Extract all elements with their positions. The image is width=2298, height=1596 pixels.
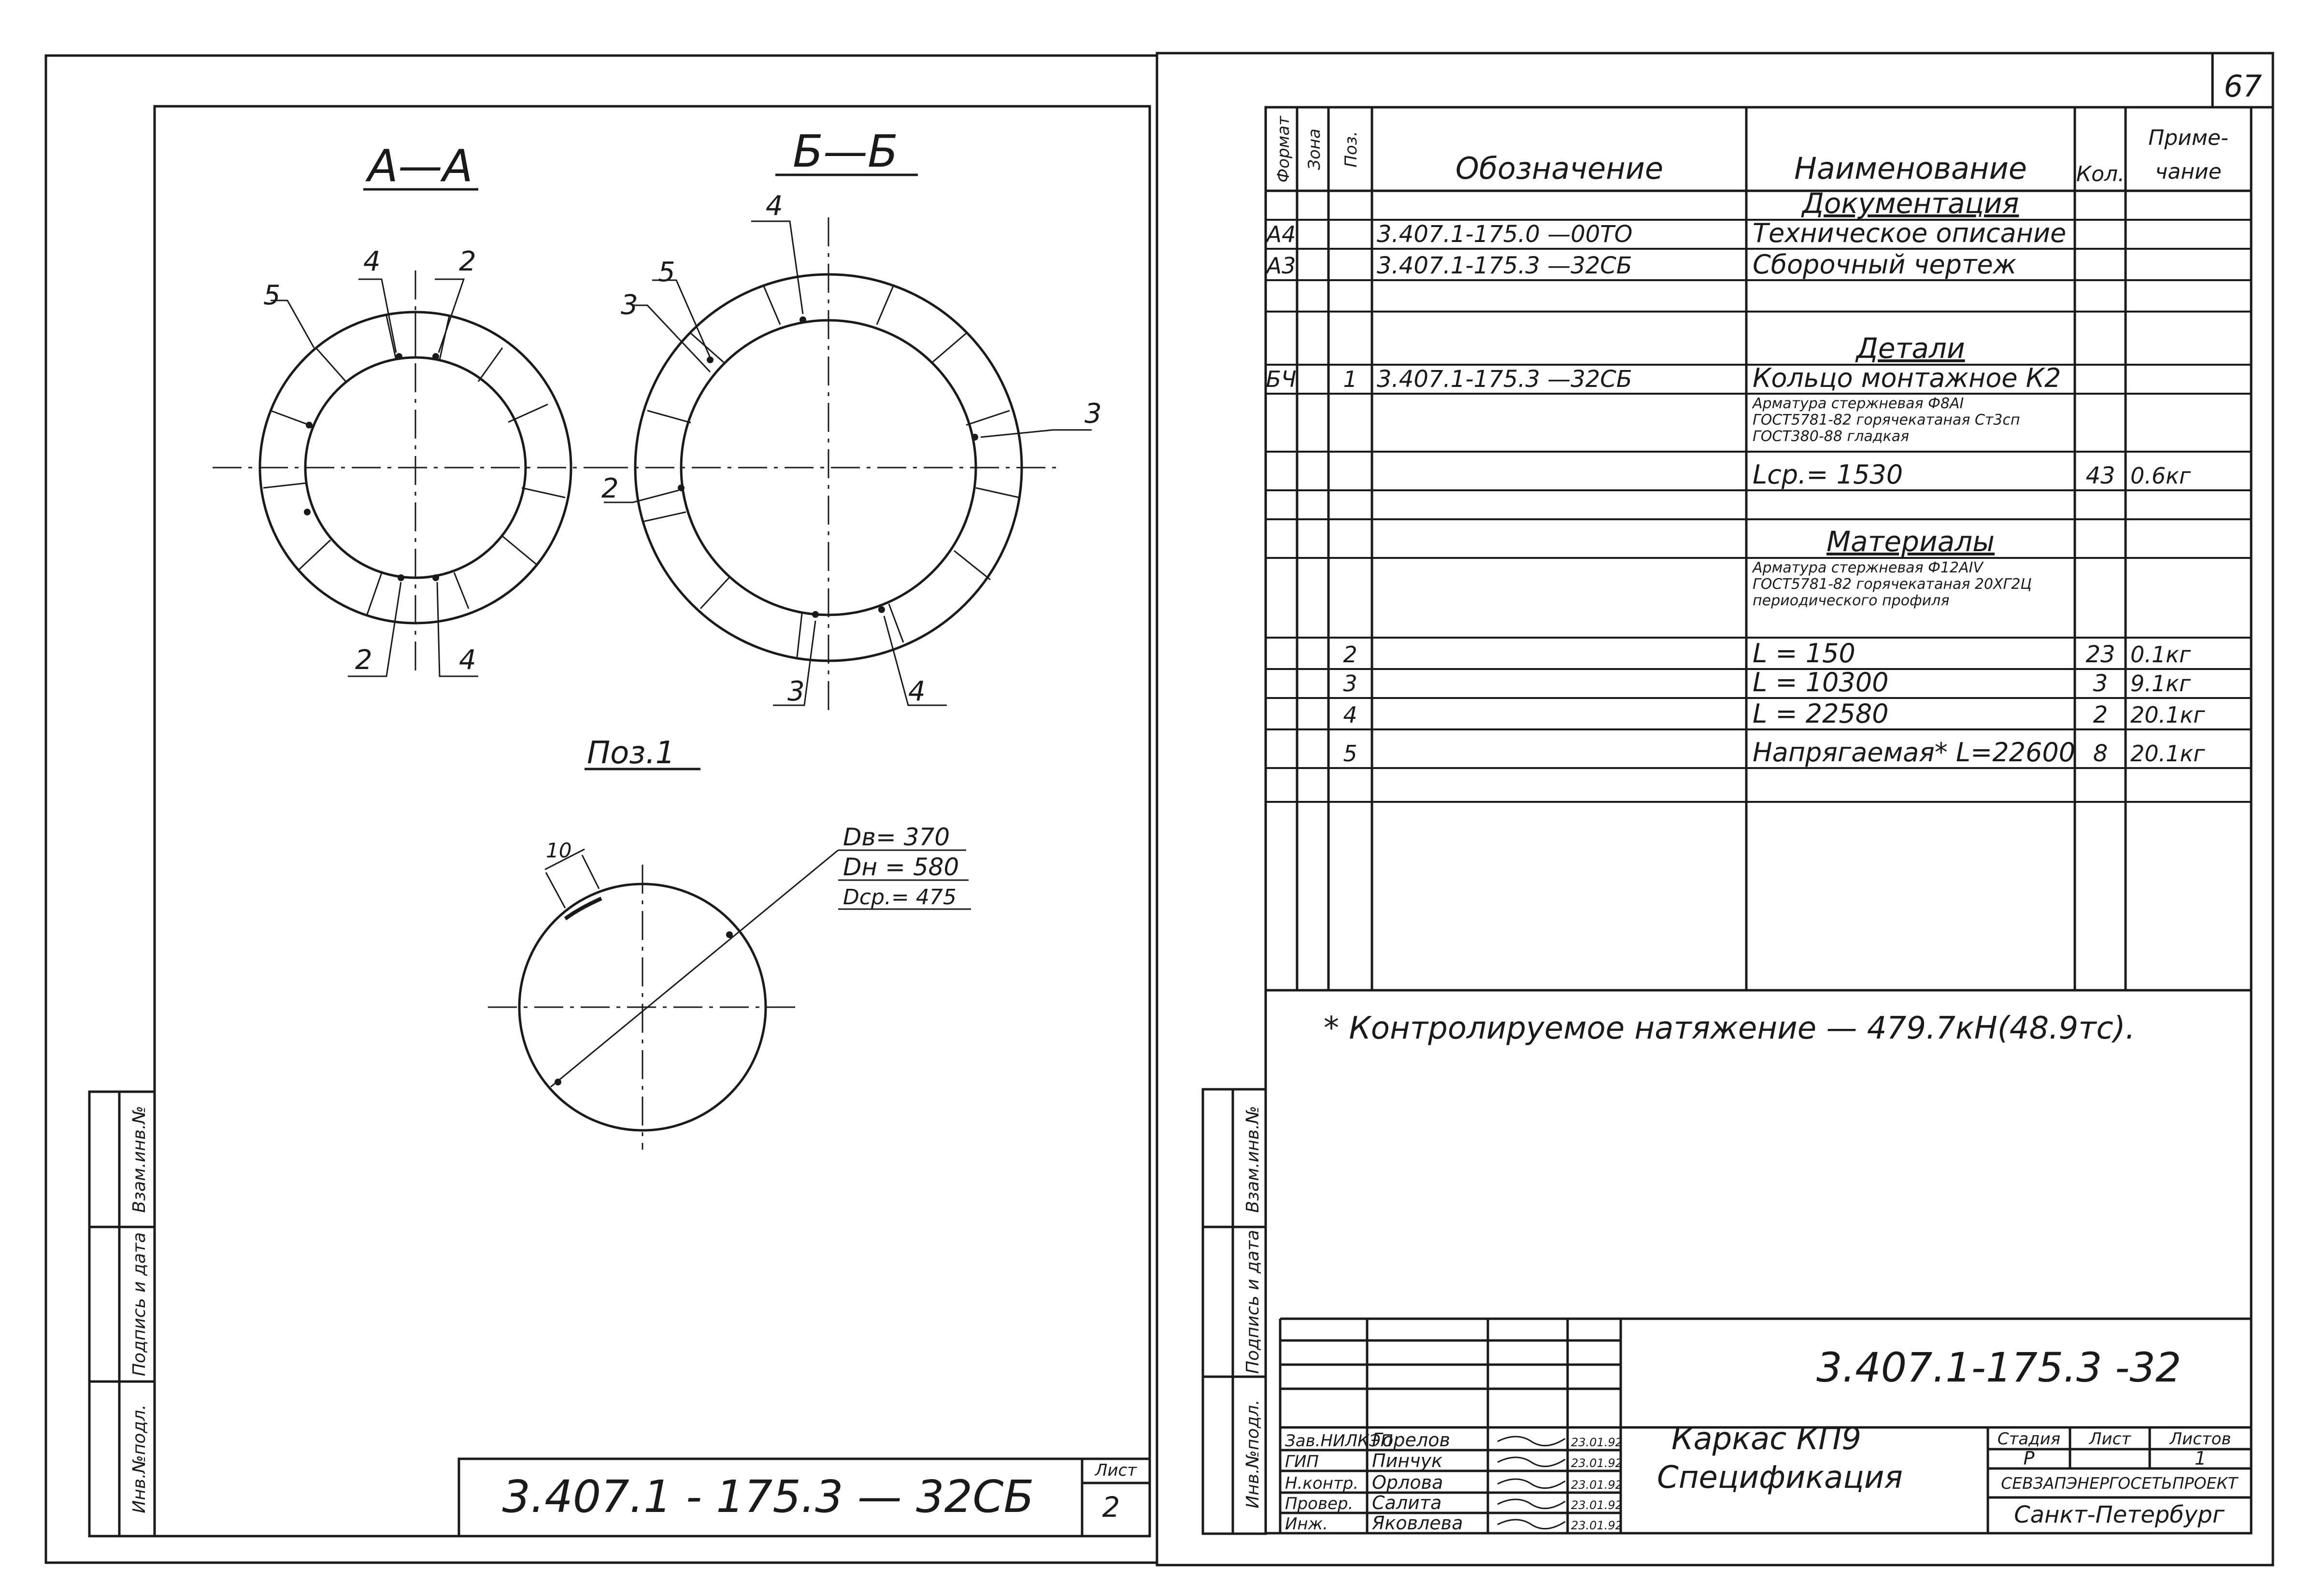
tb-sheets-label: Листов [2170,1429,2231,1449]
spec-qty: 2 [2093,701,2108,728]
spec-designation: 3.407.1-175.0 —00ТО [1377,221,1633,248]
page-number: 67 [2224,69,2262,104]
tb-signer-row [1285,1429,1623,1451]
spec-name: Сборочный чертеж [1753,249,2017,280]
section-aa-drawing [213,189,618,676]
spec-row [1265,249,2017,280]
d-avg: Dср.= 475 [843,885,956,910]
spec-footnote: * Контролируемое натяжение — 479.7кН(48.9тс). [1324,1011,2135,1046]
section-bb-drawing [599,175,1092,715]
header-note-2: чание [2155,159,2222,184]
spec-note: 20.1кг [2130,702,2205,728]
signature-icon [1498,1479,1565,1488]
spec-row [1343,667,2191,698]
signature-icon [1498,1457,1565,1467]
pos1-title: Поз.1 [587,735,675,771]
spec-note: 0.1кг [2130,641,2191,668]
tb-signer-name: Яковлева [1372,1512,1463,1534]
callout-bb-5: 5 [658,256,675,288]
tb-stage: Р [2023,1448,2035,1469]
spec-row [1827,525,1995,558]
left-side-inv-podl: Инв.№подл. [129,1404,149,1513]
tb-signer-role: Н.контр. [1285,1474,1359,1493]
spec-format: А3 [1266,253,1296,279]
spec-pos: 2 [1343,641,1357,668]
left-stamp-code: 3.407.1 - 175.3 — 32СБ [502,1471,1034,1523]
spec-pos: 1 [1343,366,1357,392]
spec-section-title: Документация [1802,187,2019,220]
tb-signer-role: Зав.НИЛКЭП [1285,1431,1393,1451]
callout-aa-2b: 2 [355,644,372,676]
spec-name: Lср.= 1530 [1753,459,1903,490]
header-format: Формат [1274,116,1293,183]
tb-signer-role: Инж. [1285,1514,1328,1534]
tb-signer-name: Салита [1372,1492,1442,1513]
spec-row [1266,363,2061,393]
spec-row [1855,332,1965,365]
header-pos: Поз. [1342,131,1361,168]
callout-aa-2: 2 [459,246,476,277]
tb-signer-role: ГИП [1285,1452,1319,1471]
callout-bb-3b: 3 [1085,398,1102,429]
left-side-podpis: Подпись и дата [129,1232,149,1377]
tb-signer-date: 23.01.92 [1571,1519,1623,1532]
spec-qty: 23 [2085,641,2115,668]
spec-name: L = 22580 [1753,698,1889,729]
right-side-inv-podl: Инв.№подл. [1243,1399,1263,1509]
tb-signer-date: 23.01.92 [1571,1436,1623,1449]
header-name: Наименование [1794,151,2027,186]
spec-pos: 3 [1343,670,1357,697]
tb-signer-date: 23.01.92 [1571,1456,1623,1470]
callouts-bb [601,190,1102,707]
callout-bb-3c: 3 [787,676,805,707]
callout-bb-3: 3 [621,289,638,321]
callout-aa-4b: 4 [459,644,476,676]
tb-code: 3.407.1-175.3 -32 [1816,1344,2182,1391]
left-stamp-sheet-label: Лист [1095,1461,1137,1480]
tb-signers [1285,1429,1623,1534]
spec-name: L = 10300 [1753,667,1889,698]
tb-signer-row [1285,1512,1623,1534]
spec-row [1752,559,2032,609]
tb-signer-name: Пинчук [1372,1450,1443,1471]
header-qty: Кол. [2076,162,2125,186]
tb-title-2: Спецификация [1657,1460,1903,1496]
spec-row [1343,638,2191,669]
right-side-podpis: Подпись и дата [1243,1229,1263,1374]
right-side-inv-zam: Взам.инв.№ [1243,1106,1263,1213]
signature-icon [1498,1520,1565,1529]
left-side-inv-zam: Взам.инв.№ [129,1106,149,1213]
spec-section-title: Детали [1856,332,1965,365]
tb-sheets: 1 [2194,1448,2207,1469]
tb-signer-role: Провер. [1285,1494,1354,1513]
d-inner: Dв= 370 [843,823,950,851]
spec-pos: 4 [1343,702,1357,728]
spec-name: Техническое описание [1753,218,2067,248]
left-stamp-sheet-no: 2 [1102,1491,1120,1524]
spec-name: Арматура стержневая Ф8АI ГОСТ5781-82 горячекатаная Ст3сп ГОСТ380-88 гладкая [1753,395,2020,445]
spec-section-title: Материалы [1827,525,1995,558]
spec-rows [1265,187,2206,768]
spec-name: Напрягаемая* L=22600 [1753,737,2076,768]
tb-signer-row [1285,1450,1623,1471]
callouts-aa [263,246,476,676]
section-bb-title: Б—Б [792,126,899,177]
spec-row [1801,187,2019,220]
tb-org: СЕВЗАПЭНЕРГОСЕТЬПРОЕКТ [2001,1474,2238,1493]
header-zone: Зона [1305,128,1324,170]
spec-qty: 3 [2093,670,2108,697]
spec-name: Кольцо монтажное К2 [1753,363,2061,393]
spec-note: 9.1кг [2130,670,2191,697]
callout-bb-2: 2 [601,473,619,504]
spec-designation: 3.407.1-175.3 —32СБ [1377,252,1632,279]
spec-name: Арматура стержневая Ф12АIV ГОСТ5781-82 горячекатаная 20ХГ2Ц периодического профиля [1753,559,2032,609]
spec-note: 0.6кг [2130,463,2191,489]
tb-signer-name: Орлова [1372,1472,1443,1493]
tb-signer-date: 23.01.92 [1571,1478,1623,1492]
tb-stage-label: Стадия [1997,1429,2061,1449]
dim-10: 10 [546,839,572,862]
spec-name: L = 150 [1753,638,1856,669]
spec-pos: 5 [1343,741,1357,767]
tb-city: Санкт-Петербург [2014,1501,2225,1528]
callout-aa-5: 5 [263,280,281,311]
signature-icon [1498,1499,1565,1509]
left-sheet-border [46,56,1157,1563]
spec-qty: 8 [2093,740,2108,767]
spec-row [1265,218,2067,248]
left-inner-frame [155,106,1150,1536]
signature-icon [1498,1437,1565,1446]
tb-signer-date: 23.01.92 [1571,1498,1623,1512]
tb-signer-row [1285,1472,1623,1493]
header-note-1: Приме- [2148,126,2228,150]
spec-row [1752,395,2020,445]
spec-note: 20.1кг [2130,741,2205,767]
d-outer: Dн = 580 [843,853,959,881]
callout-aa-4: 4 [363,246,381,277]
tb-title-1: Каркас КП9 [1671,1421,1861,1457]
spec-format: БЧ [1266,366,1297,392]
spec-header [1274,115,2228,186]
spec-designation: 3.407.1-175.3 —32СБ [1377,366,1632,393]
spec-qty: 43 [2085,462,2115,489]
tb-signer-row [1285,1492,1623,1513]
tb-signer-name: Горелов [1372,1429,1450,1451]
header-designation: Обозначение [1455,151,1664,186]
tb-sheet-label: Лист [2089,1429,2131,1449]
section-aa-title: А—А [368,140,473,192]
callout-bb-4: 4 [766,190,783,222]
spec-format: А4 [1266,221,1296,247]
callout-bb-4b: 4 [908,676,926,707]
